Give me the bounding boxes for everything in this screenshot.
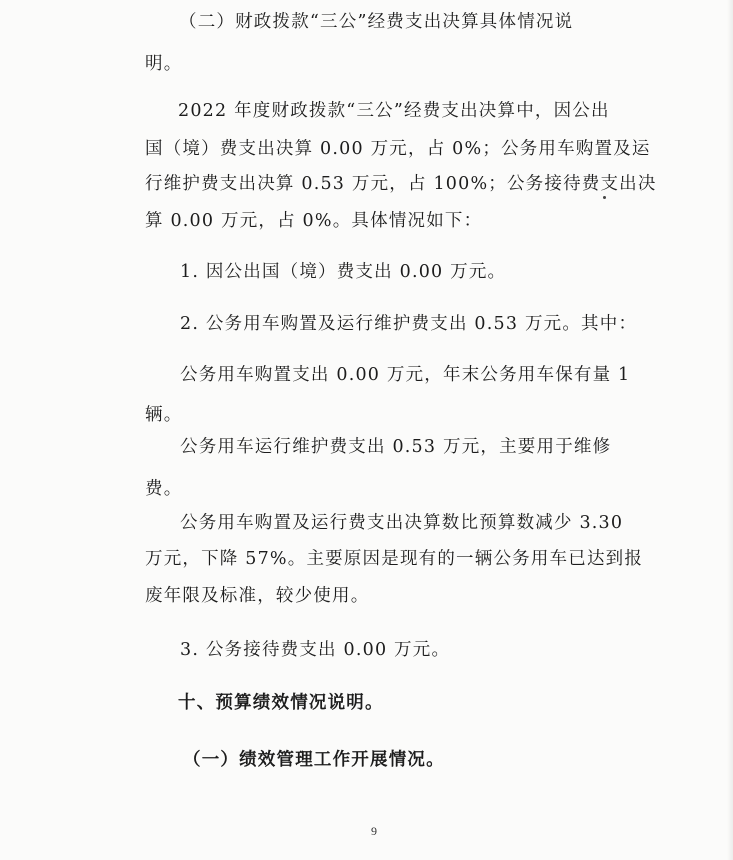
page-number: 9 bbox=[371, 824, 377, 838]
paragraph-line: 万元，下降 57%。主要原因是现有的一辆公务用车已达到报 bbox=[145, 549, 644, 569]
paragraph-line: 国（境）费支出决算 0.00 万元，占 0%；公务用车购置及运 bbox=[145, 139, 651, 159]
list-item-overseas-expense: 1. 因公出国（境）费支出 0.00 万元。 bbox=[180, 262, 507, 282]
heading-continuation: 明。 bbox=[145, 54, 183, 74]
paragraph-line: 辆。 bbox=[145, 405, 183, 425]
list-item-vehicle-expense: 2. 公务用车购置及运行维护费支出 0.53 万元。其中： bbox=[180, 314, 638, 334]
scan-speck bbox=[603, 196, 606, 199]
subsection-heading-three-public-expenses: （二）财政拨款“三公”经费支出决算具体情况说 bbox=[179, 12, 574, 32]
paragraph-line: 公务用车购置支出 0.00 万元，年末公务用车保有量 1 bbox=[180, 365, 631, 385]
list-item-reception-expense: 3. 公务接待费支出 0.00 万元。 bbox=[180, 640, 451, 660]
subsection-heading-performance-management: （一）绩效管理工作开展情况。 bbox=[183, 750, 445, 770]
paragraph-line: 废年限及标准，较少使用。 bbox=[145, 586, 370, 606]
paragraph-line: 公务用车运行维护费支出 0.53 万元，主要用于维修 bbox=[180, 437, 612, 457]
paragraph-line: 行维护费支出决算 0.53 万元，占 100%；公务接待费支出决 bbox=[145, 174, 657, 194]
paragraph-line: 公务用车购置及运行费支出决算数比预算数减少 3.30 bbox=[180, 513, 624, 533]
paragraph-line: 2022 年度财政拨款“三公”经费支出决算中，因公出 bbox=[178, 101, 610, 121]
paragraph-line: 算 0.00 万元，占 0%。具体情况如下： bbox=[145, 211, 483, 231]
paragraph-line: 费。 bbox=[145, 479, 183, 499]
scan-edge bbox=[727, 0, 733, 860]
section-heading-performance: 十、预算绩效情况说明。 bbox=[178, 693, 384, 713]
